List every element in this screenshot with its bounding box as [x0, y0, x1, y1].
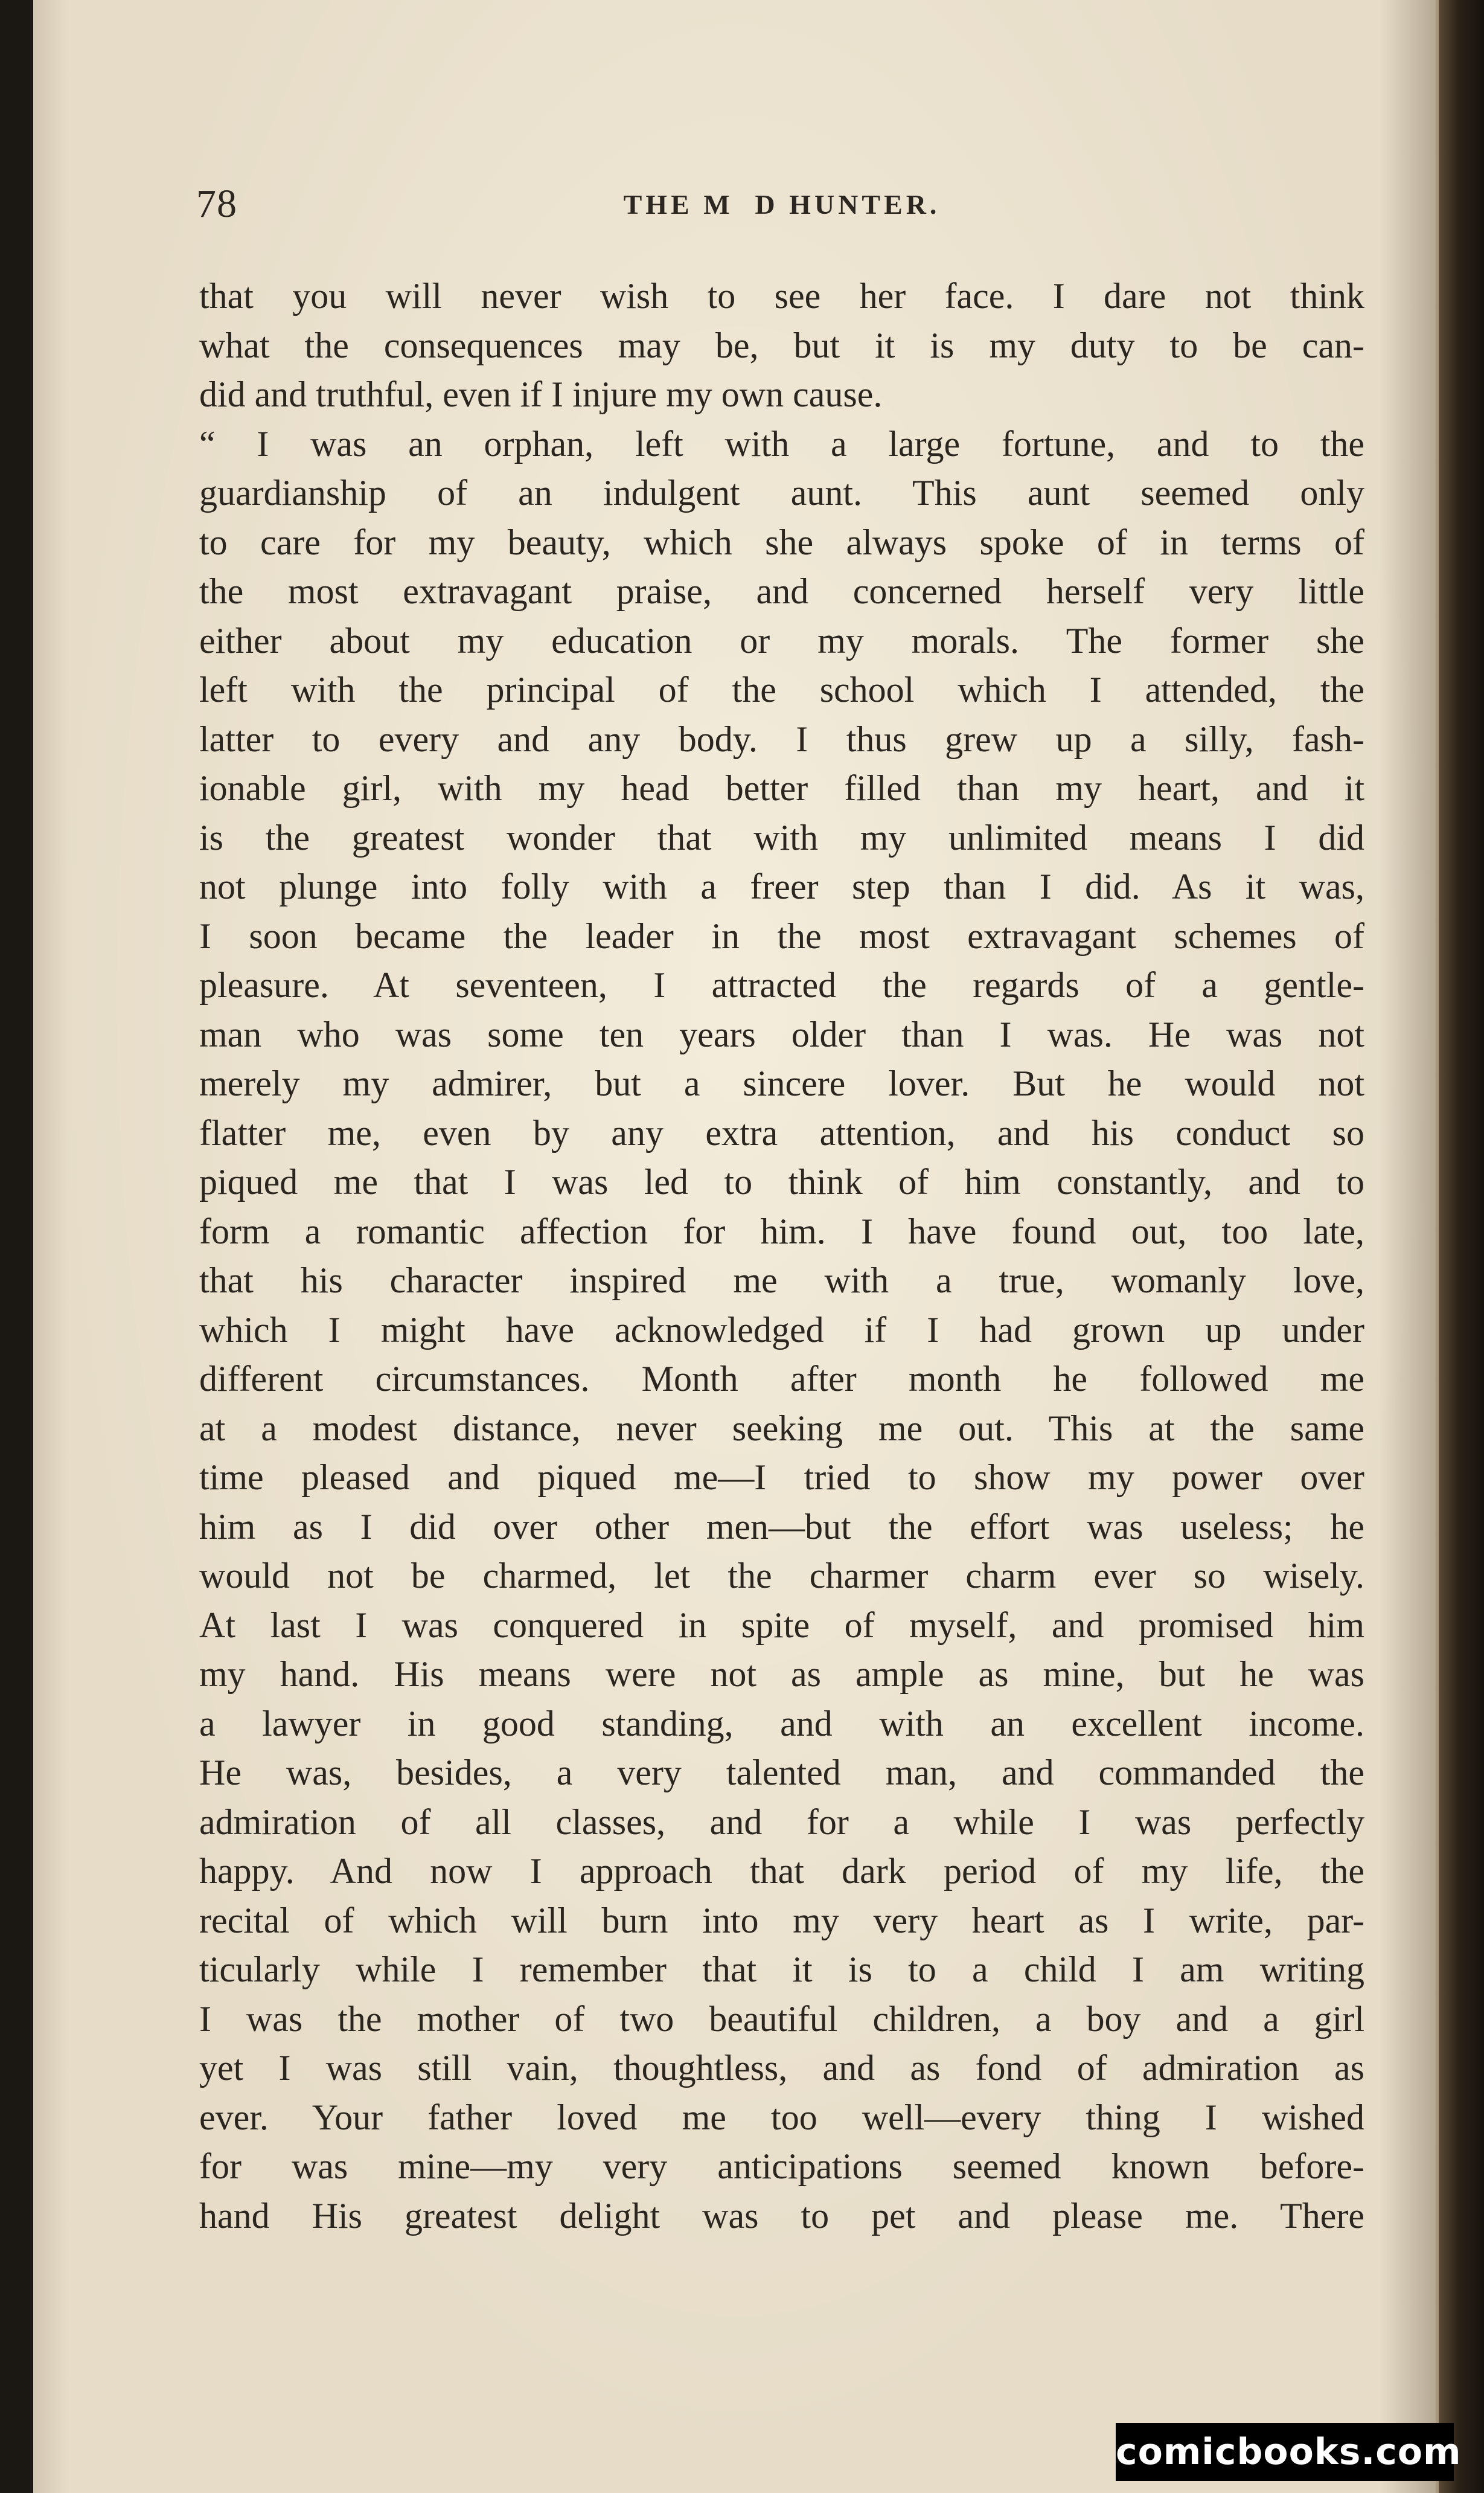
text-line: flatter me, even by any extra attention, and his conduct so	[199, 1112, 1364, 1153]
text-line: that his character inspired me with a true, womanly love,	[199, 1260, 1364, 1300]
text-line: for was mine—my very anticipations seemed known before-	[199, 2146, 1364, 2186]
text-line: hand His greatest delight was to pet and please me. There	[199, 2195, 1364, 2236]
text-line: He was, besides, a very talented man, and commanded the	[199, 1753, 1364, 1792]
text-line: I was the mother of two beautiful children, a boy and a girl	[199, 1998, 1364, 2039]
text-line: him as I did over other men—but the effort was useless; he	[199, 1506, 1364, 1547]
body-text	[199, 272, 1364, 2241]
text-line: time pleased and piqued me—I tried to show my power over	[199, 1457, 1364, 1497]
text-line: I soon became the leader in the most extravagant schemes of	[199, 916, 1364, 956]
text-line: did and truthful, even if I injure my own cause.	[199, 374, 883, 414]
text-line: would not be charmed, let the charmer charm ever so wisely.	[199, 1556, 1364, 1596]
text-line: ticularly while I remember that it is to a child I am writing	[199, 1949, 1364, 1989]
text-line: admiration of all classes, and for a while I was perfectly	[199, 1802, 1364, 1842]
text-line: is the greatest wonder that with my unlimited means I did	[199, 817, 1364, 858]
text-line: not plunge into folly with a freer step than I did. As it was,	[199, 867, 1364, 906]
text-line: a lawyer in good standing, and with an excellent income.	[199, 1703, 1364, 1744]
page-number: 78	[196, 182, 237, 226]
text-line: different circumstances. Month after month he followed me	[199, 1359, 1364, 1399]
text-line: the most extravagant praise, and concerned herself very little	[199, 571, 1364, 611]
watermark-logo: comicbooks.com	[1116, 2423, 1454, 2481]
text-line: pleasure. At seventeen, I attracted the regards of a gentle-	[199, 965, 1364, 1005]
text-line: my hand. His means were not as ample as mine, but he was	[199, 1654, 1364, 1694]
book-spine	[1439, 0, 1484, 2493]
text-line: happy. And now I approach that dark period of my life, the	[199, 1851, 1364, 1891]
text-line: latter to every and any body. I thus grew up a silly, fash-	[199, 719, 1364, 759]
text-line: left with the principal of the school which I attended, the	[199, 670, 1364, 710]
text-line: which I might have acknowledged if I had grown up under	[199, 1309, 1364, 1350]
text-line: “ I was an orphan, left with a large fortune, and to the	[199, 423, 1364, 464]
text-line: piqued me that I was led to think of him constantly, and to	[199, 1162, 1364, 1202]
text-line: yet I was still vain, thoughtless, and as fond of admiration as	[199, 2048, 1364, 2088]
text-line: to care for my beauty, which she always spoke of in terms of	[199, 522, 1364, 562]
text-line: what the consequences may be, but it is my duty to be can-	[199, 325, 1364, 365]
text-line: man who was some ten years older than I was. He was not	[199, 1014, 1364, 1054]
page-header	[196, 181, 1367, 229]
book-page	[33, 0, 1443, 2493]
text-line: ever. Your father loved me too well—every thing I wished	[199, 2097, 1364, 2137]
text-line: form a romantic affection for him. I have found out, too late,	[199, 1211, 1364, 1251]
text-line: either about my education or my morals. The former she	[199, 620, 1364, 661]
text-line: ionable girl, with my head better filled than my heart, and it	[199, 768, 1364, 808]
text-line: merely my admirer, but a sincere lover. But he would not	[199, 1064, 1364, 1103]
text-line: that you will never wish to see her face. I dare not think	[199, 276, 1364, 316]
text-line: At last I was conquered in spite of myself, and promised him	[199, 1605, 1364, 1645]
running-title: THE M𝆭D HUNTER.	[623, 189, 941, 220]
text-line: recital of which will burn into my very heart as I write, par-	[199, 1900, 1364, 1940]
text-line: at a modest distance, never seeking me out. This at the same	[199, 1408, 1364, 1448]
text-line: guardianship of an indulgent aunt. This aunt seemed only	[199, 473, 1364, 513]
